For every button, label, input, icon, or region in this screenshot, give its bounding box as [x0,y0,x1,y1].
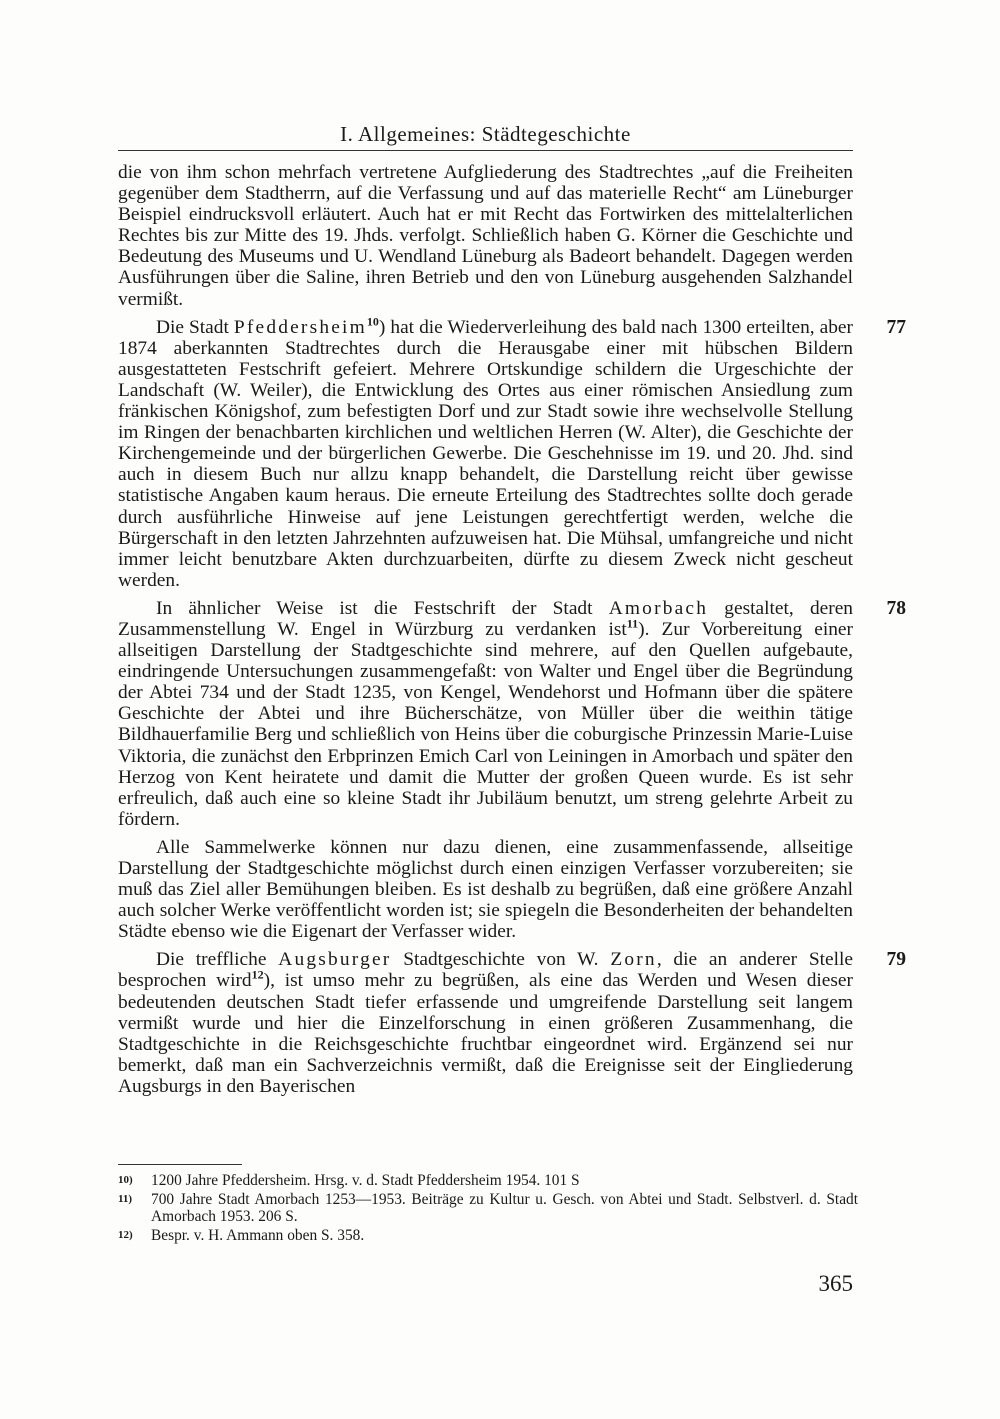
marginal-number: 77 [886,316,906,338]
place-name: Amorbach [608,597,709,619]
footnote-ref[interactable]: 10 [366,314,379,329]
running-head: I. Allgemeines: Städtegeschichte [340,122,631,146]
paragraph-1: die von ihm schon mehrfach vertretene Aufgliederung des Stadtrechtes „auf die Freiheiten gegenüber dem Stadtherrn, auf die Verfassung und auf das materielle Recht“ am Lüneburger Beispiel eindrucksvoll erläutert. Auch hat er mit Recht das Fortwirken des mittelalterlichen Rechtes bis zur Mitte des 19. Jhds. verfolgt. Schließlich haben G. Körner die Geschichte und Bedeutung des Museums und U. Wendland Lüneburg als Badeort behandelt. Dagegen werden Ausführungen über die Saline, ihren Betrieb und den von Lüneburg ausgehenden Salzhandel vermißt. [118,162,853,310]
footnotes [118,1172,858,1245]
footnote-rule [118,1164,242,1165]
marginal-number: 78 [886,597,906,619]
footnote-text: Bespr. v. H. Ammann oben S. 358. [151,1226,365,1244]
paragraph-3: 78 In ähnlicher Weise ist die Festschrift der Stadt Amorbach gestaltet, deren Zusammenstellung W. Engel in Würzburg zu verdanken ist$^{11}$). Zur Vorbereitung einer allseitigen Darstellung der Stadtgeschichte sind mehrere, auf den Quellen aufgebaute, eindringende Untersuchungen zusammengefaßt: von Walter und Engel über die Begründung der Abtei 734 und der Stadt 1235, von Kengel, Wendehorst und Hofmann über die spätere Geschichte der Abtei und ihre Bücherschätze, von Müller über die weithin tätige Bildhauerfamilie Berg und schließlich von Heins über die coburgische Prinzessin Marie-Luise Viktoria, die zunächst den Erbprinzen Emich Carl von Leiningen in Amorbach und später den Herzog von Kent heiratete und damit die Mutter der großen Queen wurde. Es ist sehr erfreulich, daß auch eine so kleine Stadt ihr Jubiläum benutzt, um streng gelehrte Arbeit zu fördern. [118,597,906,830]
paragraph-4: Alle Sammelwerke können nur dazu dienen, eine zusammenfassende, allseitige Darstellung der Stadtgeschichte möglichst durch einen einzigen Verfasser vorzubereiten; sie muß das Ziel aller Bemühungen bleiben. Es ist deshalb zu begrüßen, daß eine größere Anzahl auch solcher Werke veröffentlicht worden ist; sie spiegeln die Besonderheiten der behandelten Städte ebenso wie die Eigenart der Verfasser wider. [118,836,853,943]
paragraph-5: 79 Die treffliche Augsburger Stadtgeschichte von W. Zorn, die an anderer Stelle besprochen wird$^{12}$), ist umso mehr zu begrüßen, als eine das Werden und Wesen dieser bedeutenden deutschen Stadt tiefer erfassende und umgreifende Darstellung seit langem vermißt wurde und hier die Einzelforschung in einen größeren Zusammenhang, die Stadtgeschichte in die Reichsgeschichte fruchtbar eingeordnet wird. Ergänzend sei nur bemerkt, daß man ein Sachverzeichnis vermißt, daß die Ereignisse seit der Eingliederung Augsburgs in den Bayerischen [118,949,906,1097]
footnote-text: 1200 Jahre Pfeddersheim. Hrsg. v. d. Stadt Pfeddersheim 1954. 101 S [151,1172,580,1189]
place-name: Augsburger [278,949,392,971]
footnote-ref[interactable]: 12 [251,968,264,982]
footnote-mark: 10) [118,1174,133,1186]
page-number: 365 [818,1271,853,1296]
footnote [118,1227,858,1245]
footnote-ref[interactable]: 11 [626,616,639,631]
footnote-mark: 11) [118,1192,133,1205]
marginal-number: 79 [886,949,906,971]
paragraph-2: 77 Die Stadt Pfeddersheim$^{10}$) hat die Wiederverleihung des bald nach 1300 erteilten, aber 1874 aberkannten Stadtrechtes durch die Herausgabe einer mit hübschen Bildern ausgestatteten Festschrift gefeiert. Mehrere Ortskundige schildern die Urgeschichte der Landschaft (W. Weiler), die Entwicklung des Ortes aus einer römischen Ansiedlung zum fränkischen Königshof, zum befestigten Dorf und zur Stadt sowie ihre wechselvolle Stellung im Ringen der benachbarten kirchlichen und weltlichen Herren (W. Alter), die Geschichte der Kirchengemeinde und der bürgerlichen Gewerbe. Die Geschehnisse im 19. und 20. Jhd. sind auch in diesem Buch nur allzu knapp behandelt, die Darstellung reicht über gewisse statistische Angaben kaum heraus. Die erneute Erteilung des Stadtrechtes sollte doch gerade durch ausführliche Hinweise auf jene Leistungen gerechtfertigt werden, welche die Bürgerschaft in den letzten Jahrzehnten aufzuweisen hat. Die Mühsal, umfangreiche und nicht immer leicht benutzbare Akten durchzuarbeiten, dürfte zu diesem Zweck nicht gescheut werden. [118,314,906,591]
header-rule [118,150,853,151]
body-text [118,162,906,1097]
footnote [118,1191,858,1226]
footnote [118,1172,858,1190]
footnote-mark: 12) [118,1228,133,1241]
footnote-text: 700 Jahre Stadt Amorbach 1253—1953. Beiträge zu Kultur u. Gesch. von Abtei und Stadt. Selbstverl. d. Stadt Amorbach 1953. 206 S. [151,1190,858,1226]
author-name: Zorn [610,949,657,971]
place-name: Pfeddersheim [233,316,367,338]
